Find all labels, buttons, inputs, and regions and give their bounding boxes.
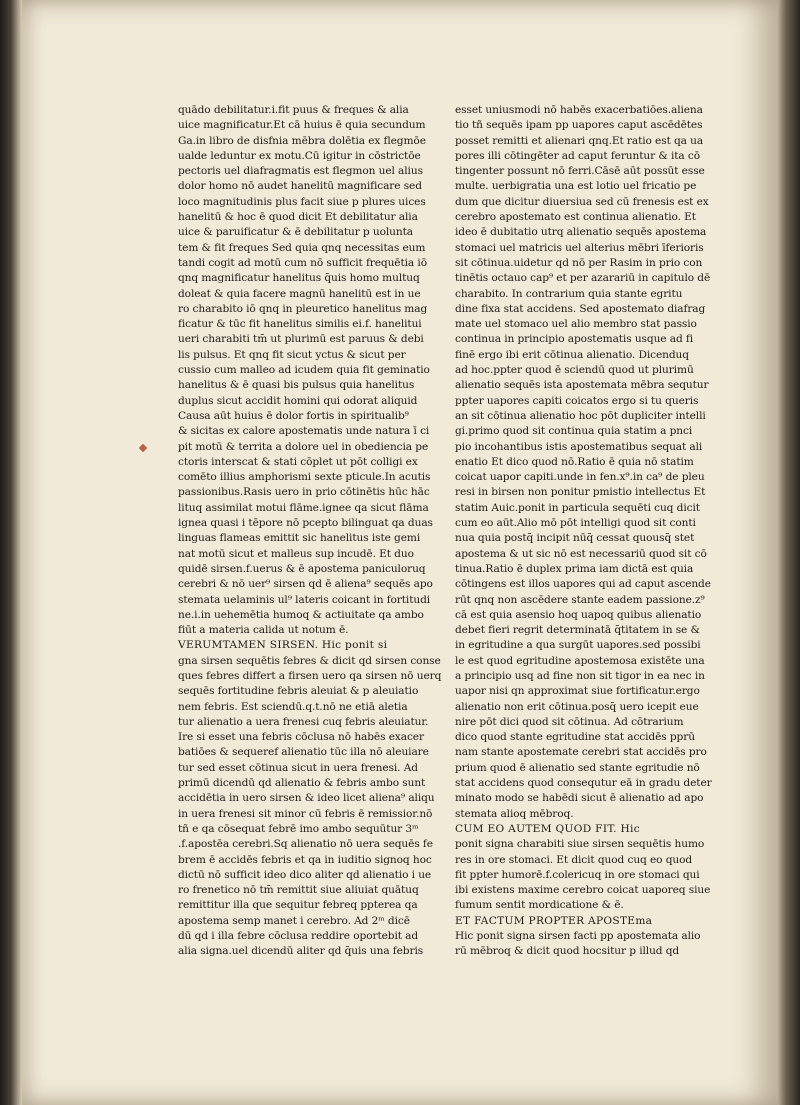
right-column-line: nire pōt dici quod sit cōtinua. Ad cōtrarium <box>455 715 684 728</box>
left-column-line: quādo debilitatur.i.fit puus & freques & alia <box>178 104 409 116</box>
right-column-line: nua quia postq̄ incipit nūq̄ cessat quousq̄ stet <box>455 532 695 545</box>
left-column-line: tur alienatio a uera frenesi cuq febris aleuiatur. <box>178 715 429 728</box>
left-column-line: hanelitū & hoc ē quod dicit Et debilitatur alia <box>178 211 418 224</box>
left-column-line: Causa aūt huius ē dolor fortis in spiritualib⁹ <box>178 409 409 422</box>
left-column-line: cerebri & nō uer⁹ sirsen qd ē aliena⁹ sequēs apo <box>178 578 433 591</box>
right-text-column <box>455 103 712 960</box>
left-column-line: lis pulsus. Et qnq fit sicut yctus & sicut per <box>178 348 406 361</box>
right-column-line: tinua.Ratio ē duplex prima iam dictā est quia <box>455 562 694 575</box>
left-column-line: qnq magnificatur hanelitus q̄uis homo multuq <box>178 272 420 285</box>
right-column-line: Hic ponit signa sirsen facti pp apostemata alio <box>455 930 701 943</box>
left-column-line: & sicitas ex calore apostematis unde natura ī ci <box>178 425 430 438</box>
left-column-line: tandi cogit ad motū cum nō sufficit frequētia iō <box>178 256 427 269</box>
right-column-line: stat accidens quod consequtur eā in gradu deter <box>455 777 712 790</box>
right-column-line: uapor nisi qn approximat siue fortificatur.ergo <box>455 685 700 698</box>
right-column-line: alienatio sequēs ista apostemata mēbra sequtur <box>455 379 709 392</box>
right-column-line: apostema & ut sic nō est necessariū quod sit cō <box>455 547 707 560</box>
right-column-line: pores illi cōtingēter ad caput feruntur & ita cō <box>455 149 700 162</box>
right-column-line: a principio usq ad fine non sit tigor in ea nec in <box>455 669 705 682</box>
right-column-line: tio tñ sequēs ipam pp uapores caput ascēdētes <box>455 119 703 132</box>
left-column-line: doleat & quia facere magnū hanelitū est in ue <box>178 287 421 300</box>
left-column-line: passionibus.Rasis uero in prio cōtinētis hūc hāc <box>178 486 430 499</box>
left-column-line: comēto illius amphorismi sexte pticule.In acutis <box>178 471 431 484</box>
right-column-line: ideo ē dubitatio utrq alienatio sequēs apostema <box>455 226 707 239</box>
left-column-line: fiūt a materia calida ut notum ē. <box>178 624 349 637</box>
right-column-line: ibi existens maxime cerebro coicat uaporeq siue <box>455 884 711 897</box>
left-column-line: nem febris. Est sciendū.q.t.nō ne etiā aletia <box>178 700 408 713</box>
right-column-line: finē ergo ibi erit cōtinua alienatio. Dicenduq <box>455 348 689 361</box>
left-column-line: ctoris interscat & stati cōplet ut pōt colligi ex <box>178 455 418 468</box>
left-column-line: nat motū sicut et malleus sup incudē. Et duo <box>178 547 414 560</box>
left-column-line: remittitur illa que sequitur febreq ppterea qa <box>178 899 418 912</box>
right-column-line: debet fieri regrit determinatā q̄titatem in se & <box>455 624 700 637</box>
left-column-line: cussio cum malleo ad icudem quia fit geminatio <box>178 364 430 377</box>
left-column-line: batiōes & sequeref alienatio tūc illa nō aleuiare <box>178 746 429 759</box>
right-column-line: le est quod egritudine apostemosa existēte una <box>455 654 705 667</box>
left-column-line: primū dicendū qd alienatio & febris ambo sunt <box>178 777 426 790</box>
left-text-column <box>178 103 442 960</box>
right-column-line: res in ore stomaci. Et dicit quod cuq eo quod <box>455 853 693 866</box>
left-column-line: .f.apostēa cerebri.Sq alienatio nō uera sequēs fe <box>178 838 433 851</box>
left-column-line: loco magnitudinis plus facit siue p plures uices <box>178 195 426 208</box>
right-column-line: cerebro apostemato est continua alienatio. Et <box>455 211 696 224</box>
left-column-line: dolor homo nō audet hanelitū magnificare sed <box>178 180 422 193</box>
right-column-line: dico quod stante egritudine stat accidēs pprū <box>455 731 695 744</box>
right-column-line: enatio Et dico quod nō.Ratio ē quia nō statim <box>455 455 694 468</box>
left-column-line: ro charabito iō qnq in pleuretico hanelitus mag <box>178 302 428 315</box>
left-column-line: Ga.in libro de disfnia mēbra dolētia ex flegmōe <box>178 134 426 147</box>
right-column-line: posset remitti et alienari qnq.Et ratio est qa ua <box>455 134 704 147</box>
left-column-line: alia signa.uel dicendū aliter qd q̄uis una febris <box>178 945 424 958</box>
right-column-line: in egritudine a qua surgūt uapores.sed possibi <box>455 639 701 652</box>
right-column-line: fit ppter humorē.f.colericuq in ore stomaci qui <box>455 868 700 881</box>
left-column-line: hanelitus & ē quasi bis pulsus quia hanelitus <box>178 379 415 392</box>
right-column-line: stomaci uel matricis uel alterius mēbri īferioris <box>455 241 704 254</box>
left-column-line: ro frenetico nō tm̄ remittit siue aliuiat quātuq <box>178 884 419 897</box>
right-column-line: alienatio non erit cōtinua.posq̄ uero icepit eue <box>455 700 699 713</box>
left-column-line: ignea quasi i tēpore nō pcepto bilinguat qa duas <box>178 517 433 530</box>
right-column-line: ponit signa charabiti siue sirsen sequētis humo <box>455 838 705 851</box>
left-column-line: accidētia in uero sirsen & ideo licet aliena⁹ aliqu <box>178 792 435 805</box>
right-column-line: cōtingens est illos uapores qui ad caput ascende <box>455 578 711 591</box>
left-column-line: in uera frenesi sit minor cū febris ē remissior.nō <box>178 807 433 820</box>
page-edge <box>778 0 800 1105</box>
left-column-line: ualde leduntur ex motu.Cū igitur in cōstrictōe <box>178 149 421 162</box>
left-column-line: sequēs fortitudine febris aleuiat & p aleuiatio <box>178 685 419 698</box>
right-column-line: dine fixa stat accidens. Sed apostemato diafrag <box>455 302 706 315</box>
right-column-line: gi.primo quod sit continua quia statim a pnci <box>455 425 693 438</box>
right-column-line: multe. uerbigratia una est lotio uel fricatio pe <box>455 180 697 193</box>
right-column-line: ad hoc.ppter quod ē sciendū quod ut plurimū <box>455 364 694 377</box>
right-column-line: pio incohantibus istis apostematibus sequat ali <box>455 440 703 453</box>
left-column-line: ficatur & tūc fit hanelitus similis ei.f. hanelitui <box>178 318 422 331</box>
left-column-line: dictū nō sufficit ideo dico aliter qd alienatio i ue <box>178 868 432 881</box>
left-column-line: tur sed esset cōtinua sicut in uera frenesi. Ad <box>178 761 418 774</box>
margin-mark <box>139 444 147 452</box>
right-column-line: tinētis octauo cap⁹ et per azarariū in capitulo dē <box>455 272 711 285</box>
left-column-line: dū qd i illa febre cōclusa reddire oportebit ad <box>178 930 419 943</box>
left-column-line: ques febres differt a firsen uero qa sirsen nō uerq <box>178 669 442 682</box>
left-column-line: pit motū & territa a dolore uel in obediencia pe <box>178 440 429 453</box>
right-column-line: nam stante apostemate cerebri stat accidēs pro <box>455 746 707 759</box>
right-column-line: stemata alioq mēbroq. <box>455 807 574 820</box>
right-column-line: mate uel stomaco uel alio membro stat passio <box>455 318 697 331</box>
left-column-line: tñ e qa cōsequat febrē imo ambo sequūtur 3ᵐ <box>178 822 419 835</box>
right-column-line: statim Auic.ponit in particula sequēti cuq dicit <box>455 501 700 514</box>
right-column-line: fumum sentit mordicatione & ē. <box>455 899 624 912</box>
left-column-line: gna sirsen sequētis febres & dicit qd sirsen conse <box>178 654 441 667</box>
right-column-line: ET FACTUM PROPTER APOSTEma <box>455 914 653 927</box>
left-column-line: uice magnificatur.Et cā huius ē quia secundum <box>178 119 426 132</box>
left-column-line: apostema semp manet i cerebro. Ad 2ᵐ dicē <box>178 914 410 927</box>
left-column-line: ueri charabiti tm̄ ut plurimū est paruus & debi <box>178 333 424 346</box>
right-column-line: tingenter possunt nō ferri.Cāsē aūt possūt esse <box>455 165 705 178</box>
left-column-line: linguas flameas emittit sic hanelitus iste gemi <box>178 532 421 545</box>
left-column-line: lituq assimilat motui flāme.ignee qa sicut flāma <box>178 501 429 514</box>
right-column-line: rū mēbroq & dicit quod hocsitur p illud qd <box>455 945 680 958</box>
right-column-line: cum eo aūt.Alio mō pōt intelligi quod sit conti <box>455 517 696 530</box>
left-column-line: quidē sirsen.f.uerus & ē apostema paniculoruq <box>178 562 426 575</box>
right-column-line: coicat uapor capiti.unde in fen.x⁹.in ca⁹ de pleu <box>455 471 705 484</box>
right-column-line: rūt qnq non ascēdere stante eadem passione.z⁹ <box>455 593 705 606</box>
left-column-line: duplus sicut accidit homini qui odorat aliquid <box>178 394 418 407</box>
right-column-line: resi in birsen non ponitur pmistio intellectus Et <box>455 486 706 499</box>
right-column-line: esset uniusmodi nō habēs exacerbatiōes.aliena <box>455 104 703 116</box>
right-column-line: charabito. In contrarium quia stante egritu <box>455 287 683 300</box>
right-column-line: an sit cōtinua alienatio hoc pōt dupliciter intelli <box>455 409 706 422</box>
left-column-line: uice & paruificatur & ē debilitatur p uolunta <box>178 226 413 239</box>
left-column-line: stemata uelaminis ul⁹ lateris coicant in fortitudi <box>178 593 431 606</box>
right-column-line: ppter uapores capiti coicatos ergo si tu queris <box>455 394 699 407</box>
book-gutter <box>0 0 22 1105</box>
left-column-line: brem ē accidēs febris et qa in iuditio signoq hoc <box>178 853 432 866</box>
right-column-line: prium quod ē alienatio sed stante egritudie nō <box>455 761 700 774</box>
left-column-line: VERUMTAMEN SIRSEN. Hic ponit si <box>178 639 388 652</box>
left-column-line: pectoris uel diafragmatis est flegmon uel alius <box>178 165 423 178</box>
right-column-line: dum que dicitur diuersiua sed cū frenesis est ex <box>455 195 709 208</box>
left-column-line: ne.i.in uehemētia humoq & actiuitate qa ambo <box>178 608 424 621</box>
left-column-line: Ire si esset una febris cōclusa nō habēs exacer <box>178 731 424 744</box>
right-column-line: sit cōtinua.uidetur qd nō per Rasim in prio con <box>455 256 703 269</box>
right-column-line: cā est quia asensio hoq uapoq quibus alienatio <box>455 608 702 621</box>
left-column-line: tem & fit freques Sed quia qnq necessitas eum <box>178 241 426 254</box>
right-column-line: CUM EO AUTEM QUOD FIT. Hic <box>455 822 640 835</box>
right-column-line: continua in principio apostematis usque ad fi <box>455 333 694 346</box>
right-column-line: minato modo se habēdi sicut ē alienatio ad apo <box>455 792 704 805</box>
